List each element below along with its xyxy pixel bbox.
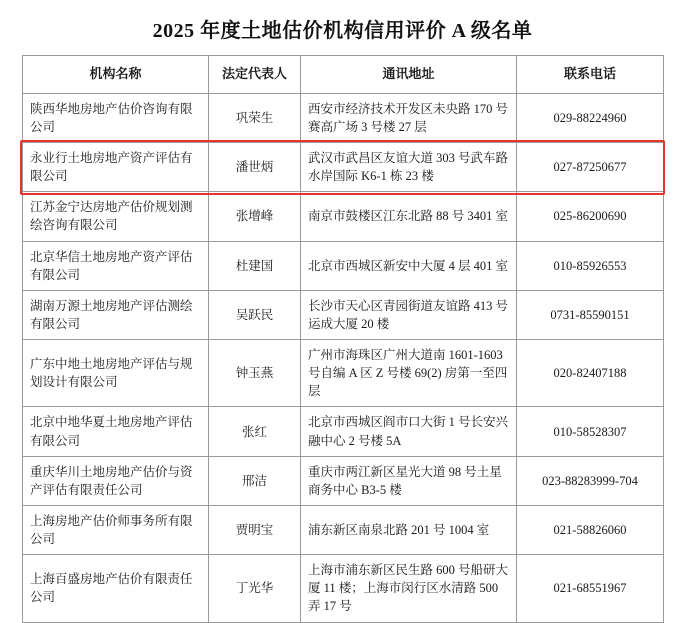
cell-legal-representative: 张红 — [209, 407, 301, 456]
table-row — [23, 505, 664, 554]
credit-rating-table — [22, 55, 664, 623]
cell-phone: 025-86200690 — [517, 192, 664, 241]
cell-phone: 010-58528307 — [517, 407, 664, 456]
page-title: 2025 年度土地估价机构信用评价 A 级名单 — [152, 20, 533, 42]
table-body — [23, 93, 664, 622]
cell-organization-name: 广东中地土地房地产评估与规划设计有限公司 — [23, 340, 209, 407]
cell-address: 武汉市武昌区友谊大道 303 号武车路水岸国际 K6-1 栋 23 楼 — [301, 143, 517, 192]
cell-organization-name: 重庆华川土地房地产估价与资产评估有限责任公司 — [23, 456, 209, 505]
cell-legal-representative: 巩荣生 — [209, 93, 301, 142]
cell-legal-representative: 贾明宝 — [209, 505, 301, 554]
cell-address: 上海市浦东新区民生路 600 号船研大厦 11 楼；上海市闵行区水清路 500 弄 17 号 — [301, 555, 517, 622]
table-row — [23, 241, 664, 290]
cell-organization-name: 湖南万源土地房地产评估测绘有限公司 — [23, 290, 209, 339]
cell-address: 北京市西城区新安中大厦 4 层 401 室 — [301, 241, 517, 290]
table-header-row — [23, 56, 664, 94]
cell-address: 长沙市天心区青园街道友谊路 413 号运成大厦 20 楼 — [301, 290, 517, 339]
cell-address: 广州市海珠区广州大道南 1601-1603 号自编 A 区 Z 号楼 69(2) 房第一至四层 — [301, 340, 517, 407]
cell-organization-name: 北京华信土地房地产资产评估有限公司 — [23, 241, 209, 290]
table-row — [23, 143, 664, 192]
cell-phone: 021-58826060 — [517, 505, 664, 554]
table-row — [23, 192, 664, 241]
cell-phone: 029-88224960 — [517, 93, 664, 142]
cell-legal-representative: 邢洁 — [209, 456, 301, 505]
table-row — [23, 340, 664, 407]
cell-address: 南京市鼓楼区江东北路 88 号 3401 室 — [301, 192, 517, 241]
cell-organization-name: 永业行土地房地产资产评估有限公司 — [23, 143, 209, 192]
cell-legal-representative: 吴跃民 — [209, 290, 301, 339]
cell-legal-representative: 杜建国 — [209, 241, 301, 290]
table-row — [23, 555, 664, 622]
cell-address: 北京市西城区阎市口大街 1 号长安兴融中心 2 号楼 5A — [301, 407, 517, 456]
cell-phone: 0731-85590151 — [517, 290, 664, 339]
cell-organization-name: 北京中地华夏土地房地产评估有限公司 — [23, 407, 209, 456]
cell-organization-name: 陕西华地房地产估价咨询有限公司 — [23, 93, 209, 142]
cell-legal-representative: 钟玉燕 — [209, 340, 301, 407]
column-header-name: 机构名称 — [23, 56, 209, 94]
table-row — [23, 290, 664, 339]
column-header-address: 通讯地址 — [301, 56, 517, 94]
cell-legal-representative: 潘世炳 — [209, 143, 301, 192]
cell-organization-name: 上海百盛房地产估价有限责任公司 — [23, 555, 209, 622]
cell-legal-representative: 张增峰 — [209, 192, 301, 241]
cell-phone: 010-85926553 — [517, 241, 664, 290]
table-row — [23, 93, 664, 142]
cell-phone: 023-88283999-704 — [517, 456, 664, 505]
cell-phone: 027-87250677 — [517, 143, 664, 192]
table-row — [23, 407, 664, 456]
cell-organization-name: 江苏金宁达房地产估价规划测绘咨询有限公司 — [23, 192, 209, 241]
column-header-rep: 法定代表人 — [209, 56, 301, 94]
cell-address: 浦东新区南泉北路 201 号 1004 室 — [301, 505, 517, 554]
cell-phone: 021-68551967 — [517, 555, 664, 622]
cell-organization-name: 上海房地产估价师事务所有限公司 — [23, 505, 209, 554]
cell-address: 西安市经济技术开发区未央路 170 号赛高广场 3 号楼 27 层 — [301, 93, 517, 142]
column-header-phone: 联系电话 — [517, 56, 664, 94]
cell-legal-representative: 丁光华 — [209, 555, 301, 622]
table-row — [23, 456, 664, 505]
cell-phone: 020-82407188 — [517, 340, 664, 407]
cell-address: 重庆市两江新区星光大道 98 号土星商务中心 B3-5 楼 — [301, 456, 517, 505]
